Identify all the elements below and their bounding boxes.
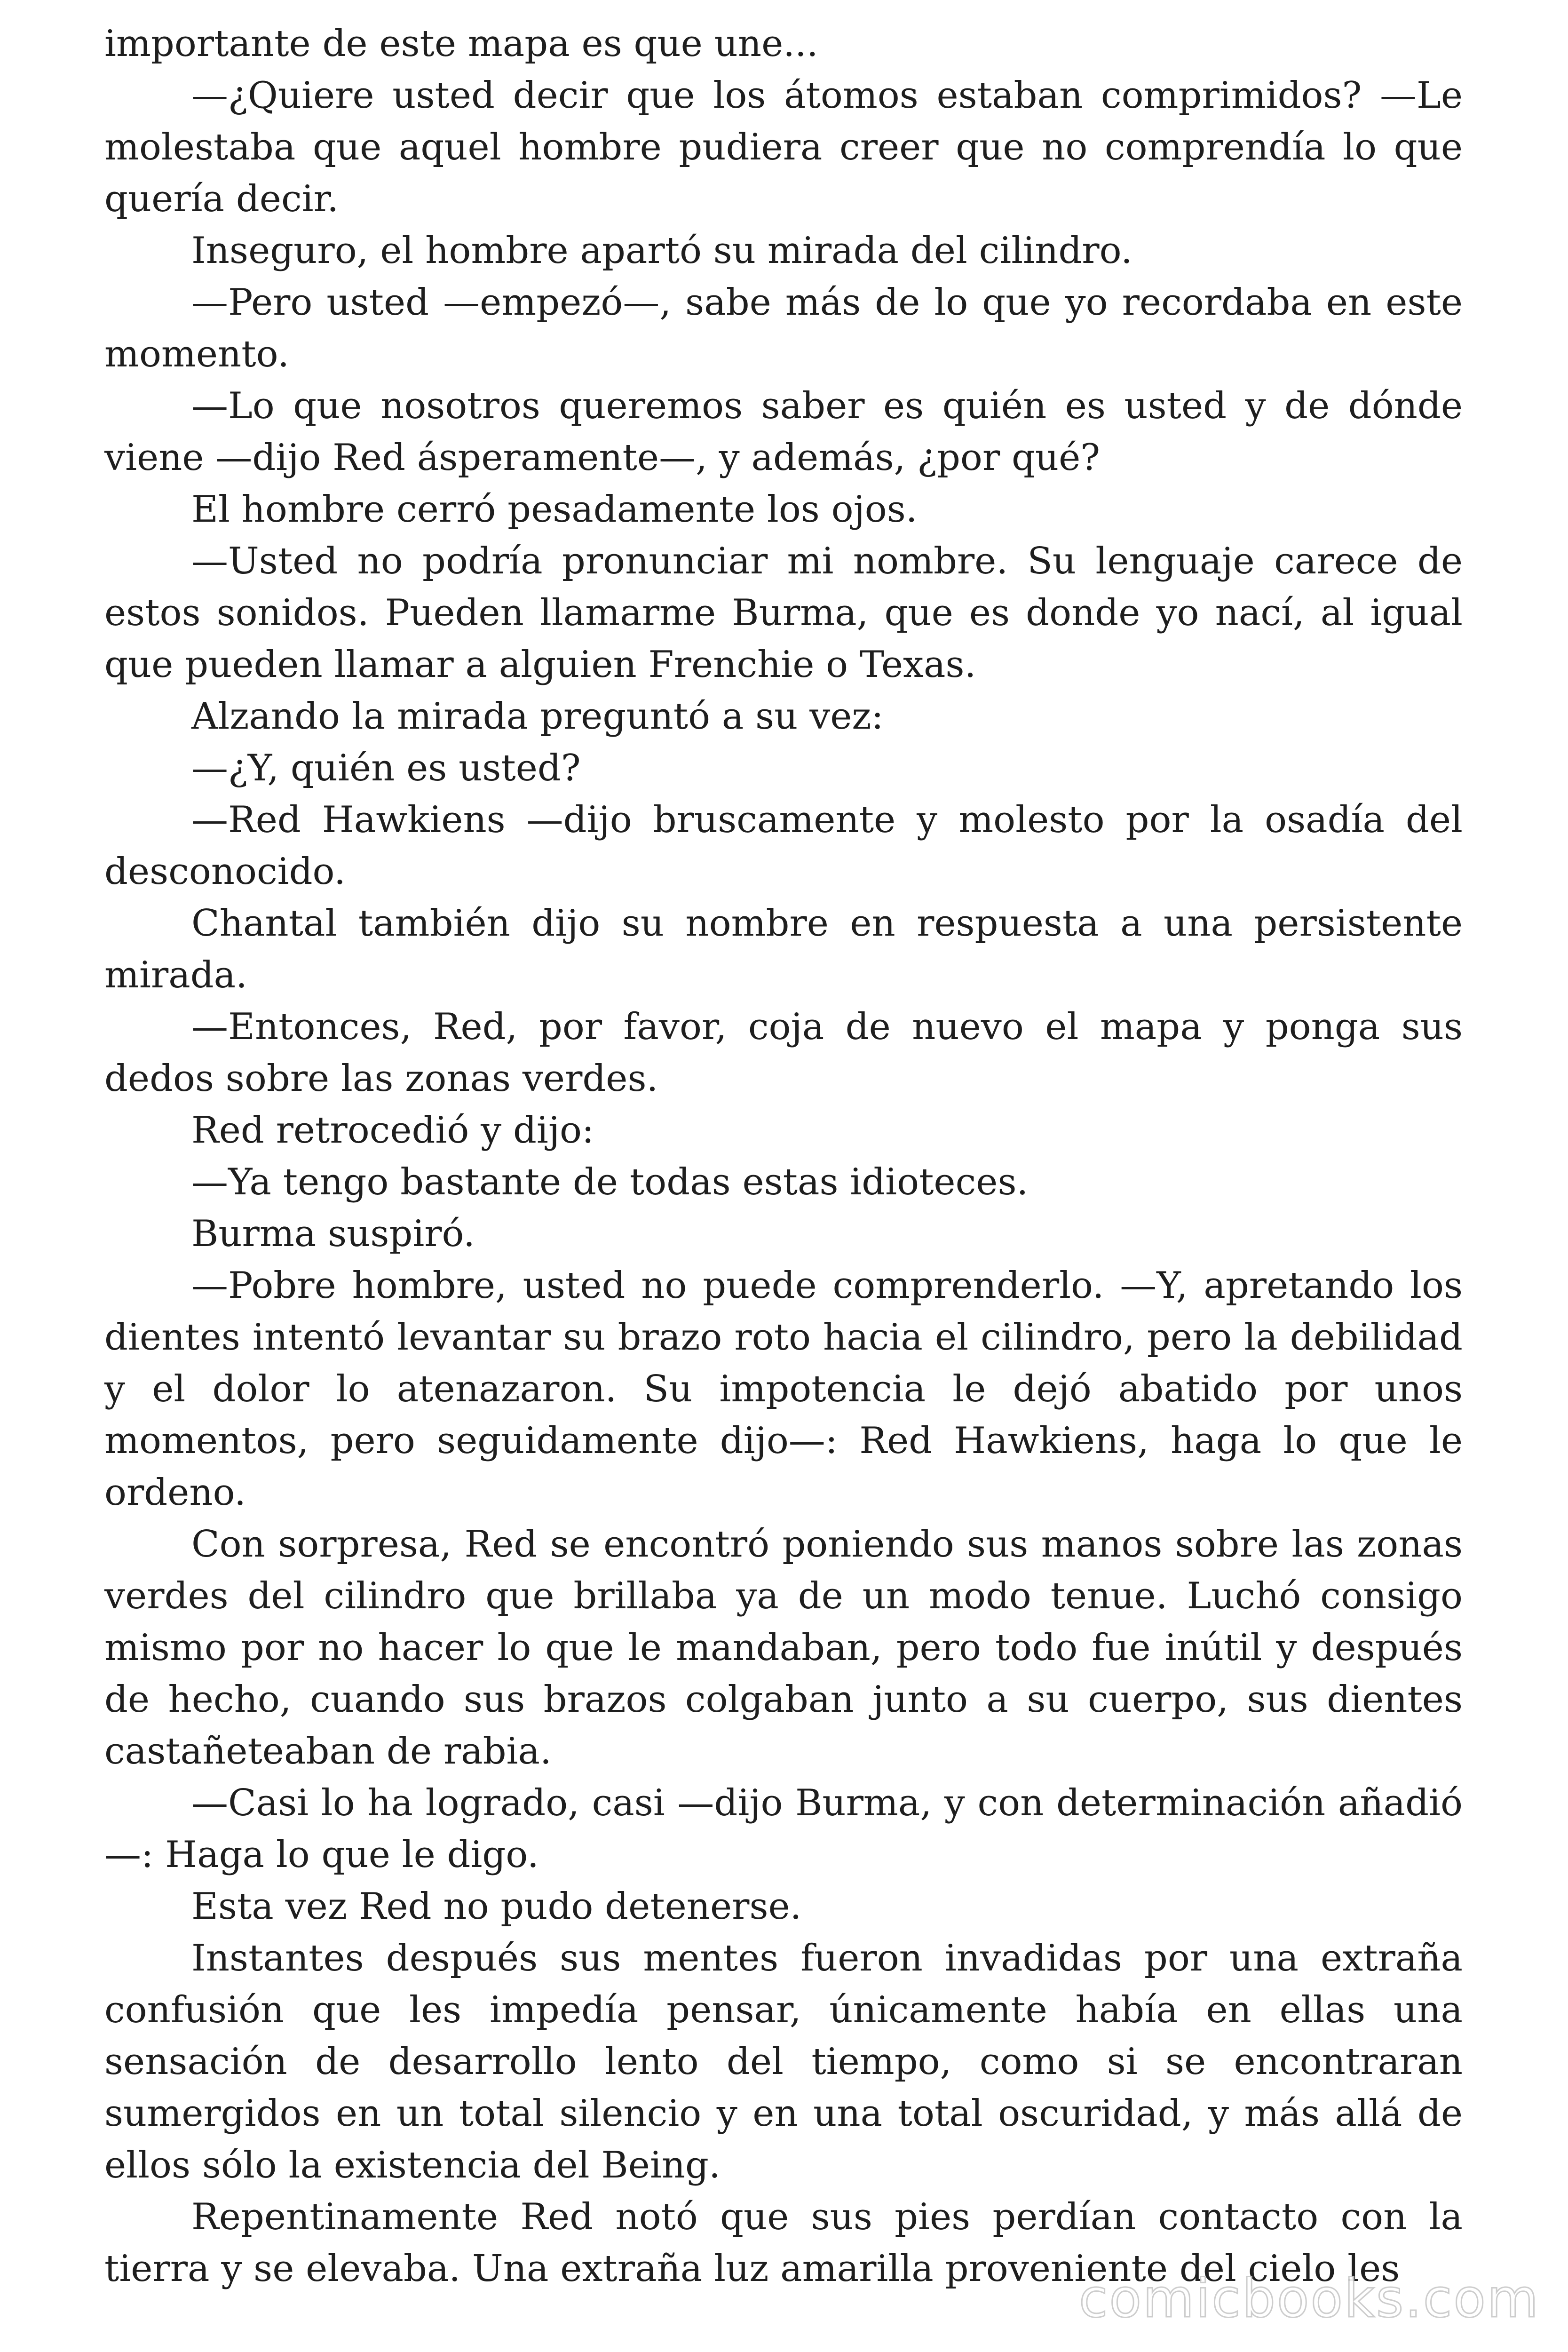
paragraph: Repentinamente Red notó que sus pies perdían contacto con la tierra y se elevaba. Una extraña luz amarilla proveniente del cielo les <box>104 2196 1463 2290</box>
book-page <box>104 18 1463 2295</box>
paragraph: Instantes después sus mentes fueron invadidas por una extraña confusión que les impedía pensar, únicamente había en ellas una sensación de desarrollo lento del tiempo, como si se encontraran sumergidos en un total silencio y en una total oscuridad, y más allá de ellos sólo la existencia del Being. <box>104 1937 1463 2186</box>
paragraph: —Lo que nosotros queremos saber es quién es usted y de dónde viene —dijo Red ásperamente—, y además, ¿por qué? <box>104 385 1463 479</box>
paragraph: Chantal también dijo su nombre en respuesta a una persistente mirada. <box>104 902 1463 996</box>
paragraph: Alzando la mirada preguntó a su vez: <box>191 695 884 738</box>
paragraph: —¿Quiere usted decir que los átomos estaban comprimidos? —Le molestaba que aquel hombre pudiera creer que no comprendía lo que quería decir. <box>104 74 1463 220</box>
watermark: comicbooks.com <box>1078 2268 1540 2329</box>
paragraph: Con sorpresa, Red se encontró poniendo sus manos sobre las zonas verdes del cilindro que brillaba ya de un modo tenue. Luchó consigo mismo por no hacer lo que le mandaban, pero todo fue inútil y después de hecho, cuando sus brazos colgaban junto a su cuerpo, sus dientes castañeteaban de rabia. <box>104 1523 1463 1772</box>
paragraph: —¿Y, quién es usted? <box>191 747 581 789</box>
paragraph: —Pobre hombre, usted no puede comprenderlo. —Y, apretando los dientes intentó levantar su brazo roto hacia el cilindro, pero la debilidad y el dolor lo atenazaron. Su impotencia le dejó abatido por unos momentos, pero seguidamente dijo—: Red Hawkiens, haga lo que le ordeno. <box>104 1264 1463 1514</box>
paragraph: Burma suspiró. <box>191 1213 475 1255</box>
paragraph: —Ya tengo bastante de todas estas idioteces. <box>191 1161 1029 1203</box>
paragraph: —Red Hawkiens —dijo bruscamente y molesto por la osadía del desconocido. <box>104 799 1463 893</box>
paragraph: —Casi lo ha logrado, casi —dijo Burma, y con determinación añadió—: Haga lo que le digo. <box>104 1782 1463 1876</box>
paragraph: El hombre cerró pesadamente los ojos. <box>191 488 918 531</box>
paragraph: —Pero usted —empezó—, sabe más de lo que yo recordaba en este momento. <box>104 281 1463 375</box>
paragraph: Inseguro, el hombre apartó su mirada del cilindro. <box>191 230 1132 272</box>
paragraph: —Usted no podría pronunciar mi nombre. Su lenguaje carece de estos sonidos. Pueden llamarme Burma, que es donde yo nací, al igual que pueden llamar a alguien Frenchie o Texas. <box>104 540 1463 686</box>
paragraph: Red retrocedió y dijo: <box>191 1109 594 1152</box>
paragraph: importante de este mapa es que une... <box>104 23 818 65</box>
paragraph: —Entonces, Red, por favor, coja de nuevo el mapa y ponga sus dedos sobre las zonas verdes. <box>104 1006 1463 1100</box>
paragraph: Esta vez Red no pudo detenerse. <box>191 1885 802 1928</box>
